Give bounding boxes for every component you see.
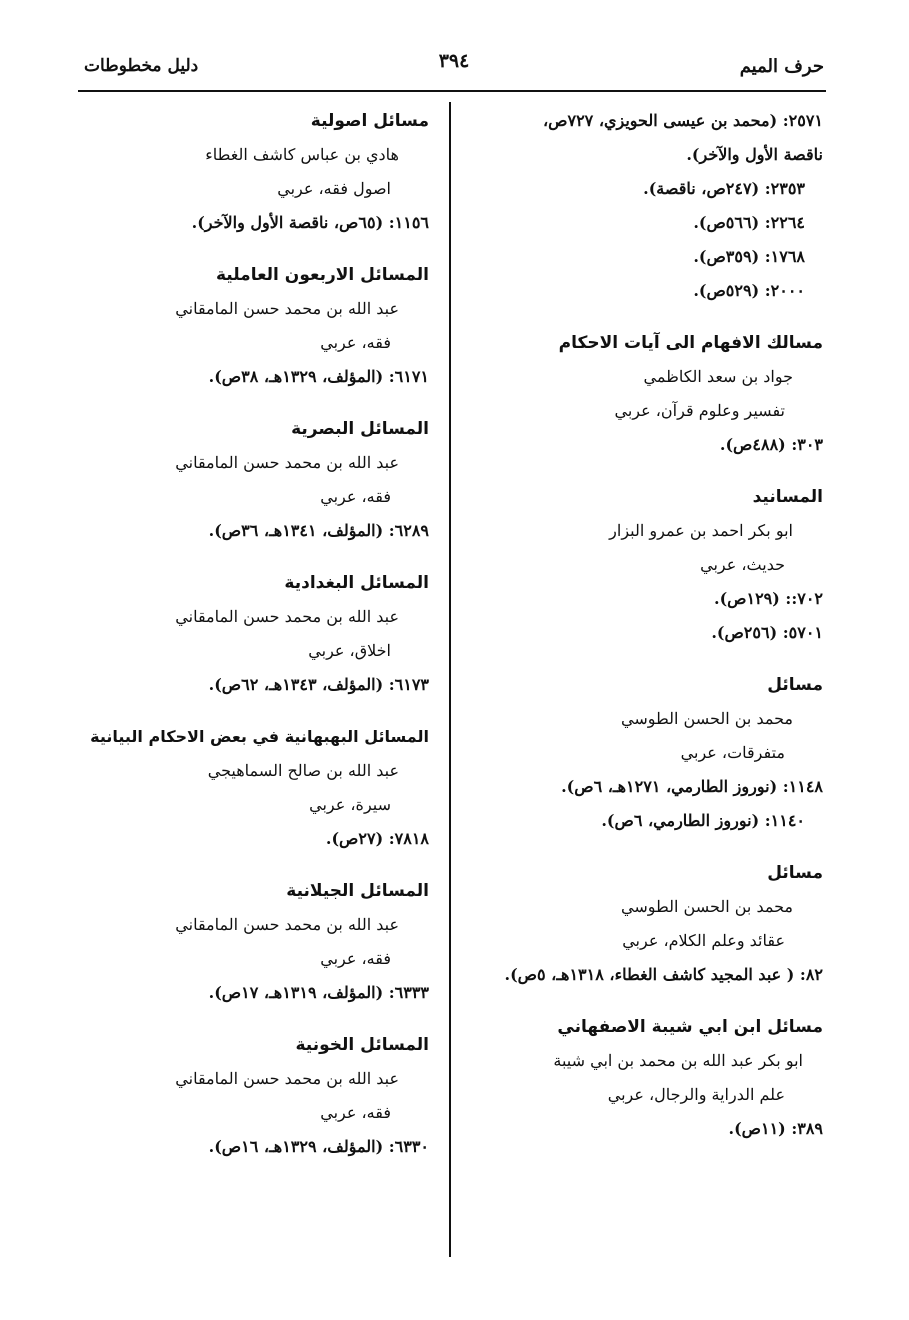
page-number: ٣٩٤ [438, 50, 470, 72]
catalog-entry [69, 720, 429, 856]
entry-title: مسائل [767, 863, 823, 883]
manuscript-item: ٦٣٣٠: (المؤلف، ١٣٢٩هـ، ١٦ص). [208, 1137, 429, 1156]
catalog-entry [69, 566, 429, 702]
entry-author: عبد الله بن محمد حسن المامقاني [175, 299, 399, 318]
manuscript-item: ٢٠٠٠: (٥٢٩ص). [693, 281, 805, 300]
entry-subject: سيرة، عربي [309, 795, 391, 814]
manuscript-item: ١١٤٨: (نوروز الطارمي، ١٢٧١هـ، ٦ص). [561, 777, 823, 796]
entry-author: جواد بن سعد الكاظمي [643, 367, 793, 386]
entry-author: عبد الله بن صالح السماهيجي [207, 761, 399, 780]
manuscript-item: ٢٣٥٣: (٢٤٧ص، ناقصة). [643, 179, 805, 198]
manuscript-item: ٨٢: ( عبد المجيد كاشف الغطاء، ١٣١٨هـ، ٥ص). [504, 965, 823, 984]
entry-subject: علم الدراية والرجال، عربي [607, 1085, 785, 1104]
catalog-entry [483, 1010, 823, 1146]
entry-title: المسائل البهبهانية في بعض الاحكام البيانية [90, 727, 429, 746]
entry-title: المسائل الاربعون العاملية [215, 265, 429, 285]
entry-subject: فقه، عربي [320, 949, 391, 968]
catalog-entry [483, 104, 823, 308]
manuscript-item: ٣٠٣: (٤٨٨ص). [719, 435, 823, 454]
entry-author: محمد بن الحسن الطوسي [621, 897, 793, 916]
entry-subject: متفرقات، عربي [680, 743, 785, 762]
header-rule [78, 90, 826, 92]
catalog-entry [69, 874, 429, 1010]
entry-title: المسائل البصرية [291, 419, 429, 439]
entry-title: المسائل الخونية [295, 1035, 429, 1055]
entry-title: مسائل اصولية [310, 111, 429, 131]
manuscript-item: ٢٥٧١: (محمد بن عيسى الحويزي، ٧٢٧ص، ناقصة الأول والآخر). [542, 111, 823, 164]
manuscript-item: ٦١٧٣: (المؤلف، ١٣٤٣هـ، ٦٢ص). [208, 675, 429, 694]
entry-author: ابو بكر عبد الله بن محمد بن ابي شيبة [553, 1051, 803, 1070]
entry-author: عبد الله بن محمد حسن المامقاني [175, 607, 399, 626]
catalog-entry [483, 668, 823, 838]
entry-subject: تفسير وعلوم قرآن، عربي [614, 401, 785, 420]
book-title: دليل مخطوطات [84, 56, 199, 76]
manuscript-item: ٥٧٠١: (٢٥٦ص). [711, 623, 823, 642]
manuscript-item: ١٧٦٨: (٣٥٩ص). [693, 247, 805, 266]
manuscript-item: ١١٥٦: (٦٥ص، ناقصة الأول والآخر). [191, 213, 429, 232]
entry-author: عبد الله بن محمد حسن المامقاني [175, 1069, 399, 1088]
entry-title: المسائل الجيلانية [286, 881, 429, 901]
entry-subject: عقائد وعلم الكلام، عربي [622, 931, 785, 950]
catalog-entry [69, 412, 429, 548]
entry-subject: فقه، عربي [320, 1103, 391, 1122]
manuscript-item: ٧٠٢:: (١٢٩ص). [714, 589, 823, 608]
catalog-entry [69, 104, 429, 240]
right-column [483, 104, 823, 1164]
entry-subject: فقه، عربي [320, 333, 391, 352]
entry-author: عبد الله بن محمد حسن المامقاني [175, 453, 399, 472]
entry-title: مسائل ابن ابي شيبة الاصفهاني [557, 1017, 823, 1037]
page-header [84, 46, 824, 86]
entry-title: المسانيد [752, 487, 823, 507]
entry-subject: فقه، عربي [320, 487, 391, 506]
section-title: حرف الميم [739, 56, 824, 77]
entry-subject: اخلاق، عربي [308, 641, 391, 660]
entry-author: محمد بن الحسن الطوسي [621, 709, 793, 728]
catalog-entry [483, 856, 823, 992]
entry-title: مسائل [767, 675, 823, 695]
entry-title: مسالك الافهام الى آيات الاحكام [558, 333, 823, 353]
manuscript-item: ٦٣٣٣: (المؤلف، ١٣١٩هـ، ١٧ص). [208, 983, 429, 1002]
catalog-entry [69, 258, 429, 394]
entry-subject: حديث، عربي [700, 555, 785, 574]
entry-title: المسائل البغدادية [284, 573, 429, 593]
manuscript-item: ٣٨٩: (١١ص). [728, 1119, 823, 1138]
entry-author: ابو بكر احمد بن عمرو البزار [609, 521, 793, 540]
catalog-entry [483, 326, 823, 462]
catalog-entry [483, 480, 823, 650]
catalog-entry [69, 1028, 429, 1164]
left-column [69, 104, 429, 1182]
manuscript-item: ٢٢٦٤: (٥٦٦ص). [693, 213, 805, 232]
column-divider [449, 102, 451, 1257]
manuscript-item: ٧٨١٨: (٢٧ص). [325, 829, 429, 848]
entry-author: عبد الله بن محمد حسن المامقاني [175, 915, 399, 934]
manuscript-item: ٦٢٨٩: (المؤلف، ١٣٤١هـ، ٣٦ص). [208, 521, 429, 540]
manuscript-item: ٦١٧١: (المؤلف، ١٣٢٩هـ، ٣٨ص). [208, 367, 429, 386]
entry-author: هادي بن عباس كاشف الغطاء [205, 145, 399, 164]
manuscript-item: ١١٤٠: (نوروز الطارمي، ٦ص). [601, 811, 805, 830]
entry-subject: اصول فقه، عربي [277, 179, 391, 198]
